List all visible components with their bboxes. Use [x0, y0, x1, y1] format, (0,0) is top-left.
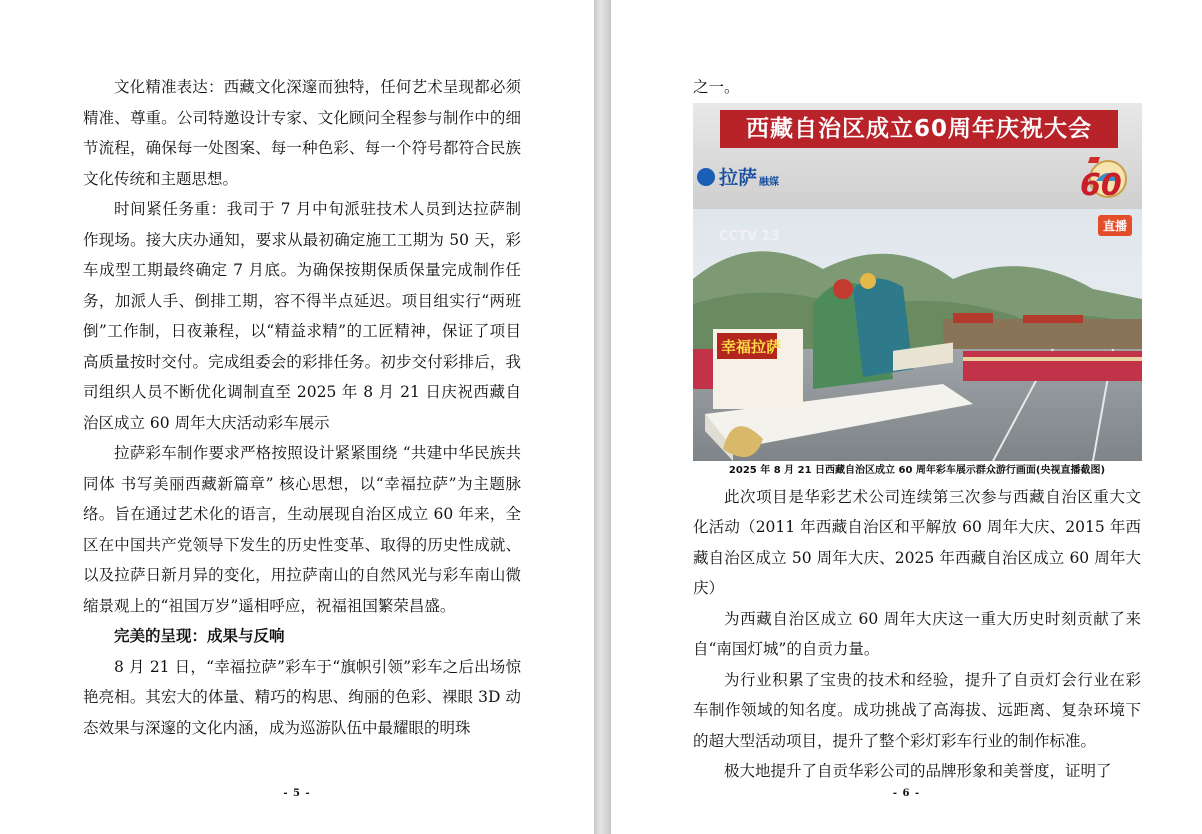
paragraph-schedule: 时间紧任务重：我司于 7 月中旬派驻技术人员到达拉萨制作现场。接大庆办通知，要求从最初确定施工工期为 50 天，彩车成型工期最终确定 7 月底。为确保按期保质保量完成制作任务，加派人手、倒排工期，容不得半点延迟。项目组实行“两班倒”工作制，日夜兼程，以“精益求精”的工匠精神，保证了项目高质量按时交付。完成组委会的彩排任务。初步交付彩排后，我司组织人员不断优化调制直至 2025 年 8 月 21 日庆祝西藏自治区成立 60 周年大庆活动彩车展示 — [83, 200, 521, 432]
section-heading: 完美的呈现：成果与反响 — [114, 627, 285, 645]
banner-title: 西藏自治区成立60周年庆祝大会 — [720, 110, 1118, 148]
lhasa-media-logo — [697, 163, 793, 191]
parade-photo — [693, 103, 1142, 461]
paragraph-theme: 拉萨彩车制作要求严格按照设计紧紧围绕 “共建中华民族共同体 书写美丽西藏新篇章” 核心思想，以“幸福拉萨”为主题脉络。旨在通过艺术化的语言，生动展现自治区成立 60 年来，全区在中国共产党领导下发生的历史性变革、取得的历史性成就、以及拉萨日新月异的变化，用拉萨南山的自然风光与彩车南山微缩景观上的“祖国万岁”遥相呼应，祝福祖国繁荣昌盛。 — [83, 444, 521, 615]
document-page-5 — [0, 0, 594, 834]
paragraph-contribution: 为西藏自治区成立 60 周年大庆这一重大历史时刻贡献了来自“南国灯城”的自贡力量。 — [693, 609, 1141, 658]
paragraph-third-time: 此次项目是华彩艺术公司连续第三次参与西藏自治区重大文化活动（2011 年西藏自治区和平解放 60 周年大庆、2015 年西藏自治区成立 50 周年大庆、2025 年西藏自治区成立 60 周年大庆） — [693, 487, 1141, 597]
page-gutter — [594, 0, 611, 834]
float-sign: 幸福拉萨 — [721, 337, 782, 356]
live-badge: 直播 — [1098, 215, 1132, 236]
photo-caption: 2025 年 8 月 21 日西藏自治区成立 60 周年彩车展示群众游行画面(央视直播截图) — [728, 464, 1106, 476]
left-text-column — [83, 72, 521, 743]
right-text-column — [693, 72, 1141, 787]
paragraph-continuation: 之一。 — [693, 78, 740, 96]
page-number: - 6 - — [892, 788, 921, 799]
paragraph-industry: 为行业积累了宝贵的技术和经验，提升了自贡灯会行业在彩车制作领域的知名度。成功挑战了高海拔、远距离、复杂环境下的超大型活动项目，提升了整个彩灯彩车行业的制作标准。 — [693, 670, 1141, 750]
page-number: - 5 - — [283, 788, 311, 799]
emblem-number: 60 — [1080, 167, 1122, 203]
document-page-6 — [611, 0, 1202, 834]
parade-scene — [693, 209, 1142, 461]
paragraph-culture: 文化精准表达：西藏文化深邃而独特，任何艺术呈现都必须精准、尊重。公司特邀设计专家、文化顾问全程参与制作中的细节流程，确保每一处图案、每一种色彩、每一个符号都符合民族文化传统和主题思想。 — [83, 78, 521, 188]
paragraph-brand: 极大地提升了自贡华彩公司的品牌形象和美誉度，证明了 — [724, 762, 1112, 780]
broadcast-banner — [693, 103, 1142, 209]
logo-text: 拉萨 — [719, 167, 758, 189]
logo-subtext: 融媒 — [759, 177, 780, 188]
logo-globe-icon — [697, 168, 715, 186]
cctv-watermark: CCTV 13 — [719, 228, 780, 244]
paragraph-debut: 8 月 21 日，“幸福拉萨”彩车于“旗帜引领”彩车之后出场惊艳亮相。其宏大的体量、精巧的构思、绚丽的色彩、裸眼 3D 动态效果与深邃的文化内涵，成为巡游队伍中最耀眼的明珠 — [83, 657, 521, 737]
anniversary-emblem-icon — [1076, 151, 1132, 203]
